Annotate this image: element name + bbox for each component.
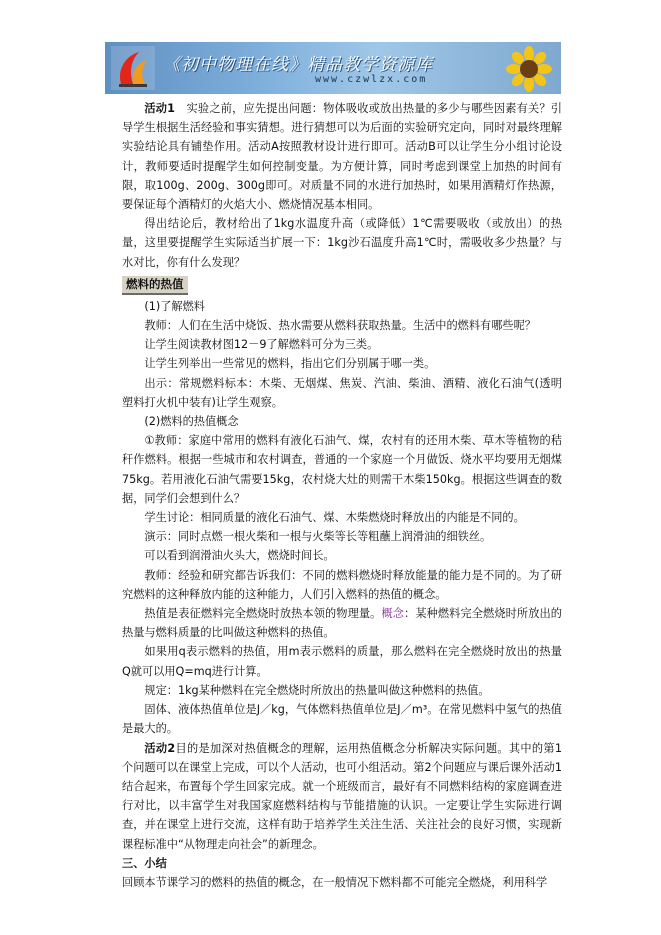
- part2-teacher2: 教师：经验和研究都告诉我们：不同的燃料燃烧时释放能量的能力是不同的。为了研究燃料的这种释放内能的这种能力，人们引入燃料的热值的概念。: [122, 568, 562, 601]
- part2-rule: 规定：1kg某种燃料在完全燃烧时所放出的热量叫做这种燃料的热值。: [144, 683, 490, 697]
- banner-title: 《初中物理在线》精品教学资源库: [163, 55, 433, 75]
- banner-url: www.czwlzx.com: [315, 74, 428, 85]
- sunflower-icon: [505, 46, 553, 92]
- section-heading: 燃料的热值: [122, 276, 188, 295]
- part1-examples: 让学生列举出一些常见的燃料，指出它们分别属于哪一类。: [144, 357, 436, 371]
- definition-pre: 热值是表征燃料完全燃烧时放热本领的物理量。: [144, 607, 382, 621]
- part2-units: 固体、液体热值单位是J／kg，气体燃料热值单位是J／m³。在常见燃料中氢气的热值是最大的。: [122, 703, 562, 736]
- activity2-text: 目的是加深对热值概念的理解，运用热值概念分析解决实际问题。其中的第1个问题可以在课堂上完成，可以个人活动，也可小组活动。第2个问题应与课后课外活动1结合起来，布置每个学生回家完成。就一个班级而言，最好有不同燃料结构的家庭调查进行对比，以丰富学生对我国家庭燃料结构与节能措施的认识。一定要让学生实际进行调查，并在课堂上进行交流，这样有助于培养学生关注生活、关注社会的良好习惯，实现新课程标准中“从物理走向社会”的新理念。: [122, 741, 562, 851]
- part2-demo: 演示：同时点燃一根火柴和一根与火柴等长等粗蘸上润滑油的细铁丝。: [144, 530, 492, 544]
- section-heading-row: [122, 275, 562, 295]
- part2-title: (2)燃料的热值概念: [144, 415, 239, 429]
- part1-title: (1)了解燃料: [144, 299, 205, 313]
- definition-post: ：某种燃料完全燃烧时所放出的热量与燃料质量的比叫做这种燃料的热值。: [122, 607, 562, 640]
- activity1-paragraph: [122, 99, 562, 214]
- conclusion-paragraph: 得出结论后，教材给出了1kg水温度升高（或降低）1℃需要吸收（或放出）的热量，这里要提醒学生实际适当扩展一下：1kg沙石温度升高1℃时，需吸收多少热量？与水对比，你有什么发现？: [122, 217, 562, 269]
- logo-icon: [111, 46, 155, 90]
- part1-read: 让学生阅读教材图12－9了解燃料可分为三类。: [144, 338, 379, 352]
- summary-text: 回顾本节课学习的燃料的热值的概念，在一般情况下燃料都不可能完全燃烧，利用科学: [122, 875, 548, 889]
- part2-definition: [122, 604, 562, 642]
- part2-teacher: ①教师：家庭中常用的燃料有液化石油气、煤，农村有的还用木柴、草木等植物的秸秆作燃料。根据一些城市和农村调查，普通的一个家庭一个月做饭、烧水平均要用无烟煤75kg。若用液化石油气需要15kg，农村烧大灶的则需干木柴150kg。根据这些调查的数据，同学们会想到什么？: [122, 434, 562, 505]
- part1-teacher-question: 教师：人们在生活中烧饭、热水需要从燃料获取热量。生活中的燃料有哪些呢？: [144, 319, 536, 333]
- part2-formula: 如果用q表示燃料的热值，用m表示燃料的质量，那么燃料在完全燃烧时放出的热量Q就可以用Q=mq进行计算。: [122, 645, 562, 678]
- summary-title: 三、小结: [122, 856, 167, 870]
- definition-label: 概念: [381, 607, 405, 621]
- part2-discussion: 学生讨论：相同质量的液化石油气、煤、木柴燃烧时释放出的内能是不同的。: [144, 511, 525, 525]
- document-body: [122, 99, 562, 892]
- activity1-text: 实验之前，应先提出问题：物体吸收或放出热量的多少与哪些因素有关？引导学生根据生活经验和事实猜想。进行猜想可以为后面的实验研究定向，同时对最终理解实验结论具有铺垫作用。活动A按照教材设计进行即可。活动B可以让学生分小组讨论设计，教师要适时提醒学生如何控制变量。为方便计算，同时考虑到课堂上加热的时间有限，取100g、200g、300g即可。对质量不同的水进行加热时，如果用酒精灯作热源，要保证每个酒精灯的火焰大小、燃烧情况基本相同。: [122, 102, 562, 212]
- activity2-paragraph: [122, 739, 562, 854]
- part1-show: 出示：常规燃料标本：木柴、无烟煤、焦炭、汽油、柴油、酒精、液化石油气(透明塑料打火机中装有)让学生观察。: [122, 376, 562, 409]
- activity2-label: 活动2: [144, 741, 176, 755]
- activity1-label: 活动1: [144, 102, 175, 115]
- header-banner: [105, 42, 561, 94]
- part2-observe: 可以看到润滑油火头大，燃烧时间长。: [144, 549, 335, 563]
